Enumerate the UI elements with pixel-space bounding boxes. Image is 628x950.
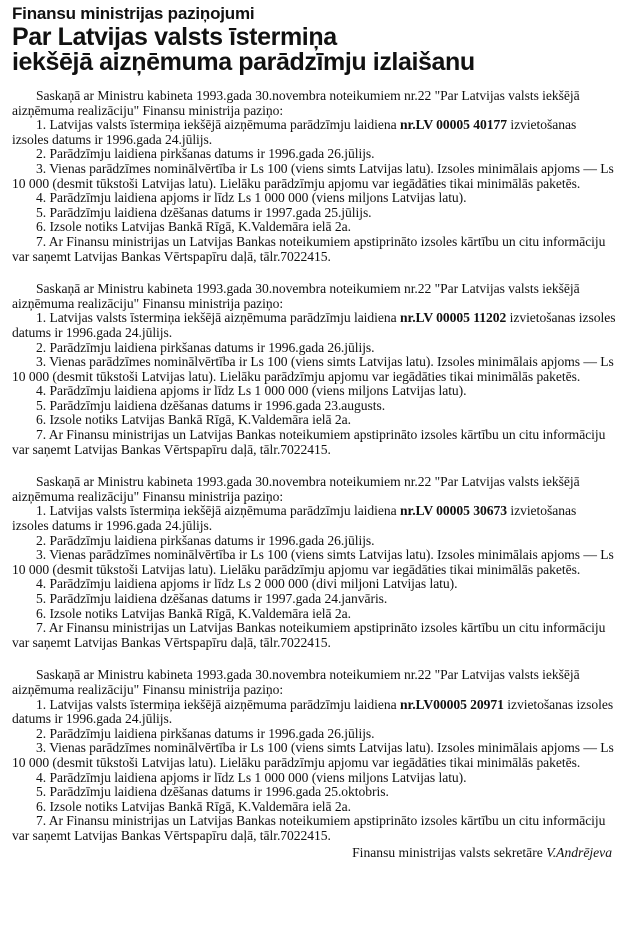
- issue-number: nr.LV 00005 30673: [399, 503, 508, 519]
- item-5: 5. Parādzīmju laidiena dzēšanas datums ir 1997.gada 24.janvāris.: [36, 591, 388, 606]
- item-5: 5. Parādzīmju laidiena dzēšanas datums ir 1997.gada 25.jūlijs.: [36, 204, 372, 220]
- headline-line-1: Par Latvijas valsts īstermiņa: [12, 23, 337, 51]
- item-7: 7. Ar Finansu ministrijas un Latvijas Bankas noteikumiem apstiprināto izsoles kārtību un citu informāciju var saņemt Latvijas Bankas Vērtspapīru daļā, tālr.7022415.: [12, 233, 606, 264]
- item-4: 4. Parādzīmju laidiena apjoms ir līdz Ls 2 000 000 (divi miljoni Latvijas latu).: [36, 576, 458, 592]
- issue-number: nr.LV 00005 11202: [399, 310, 507, 326]
- item-6: 6. Izsole notiks Latvijas Bankā Rīgā, K.Valdemāra ielā 2a.: [36, 605, 351, 621]
- item-1: [12, 118, 616, 147]
- item-2: 2. Parādzīmju laidiena pirkšanas datums ir 1996.gada 26.jūlijs.: [36, 339, 375, 355]
- item-7: 7. Ar Finansu ministrijas un Latvijas Bankas noteikumiem apstiprināto izsoles kārtību un citu informāciju var saņemt Latvijas Bankas Vērtspapīru daļā, tālr.7022415.: [12, 427, 606, 457]
- issue-number: nr.LV 00005 40177: [399, 117, 508, 133]
- item-3: [12, 162, 616, 191]
- item-3-denomination: 3. Vienas parādzīmes nominālvērtība ir Ls 100 (viens simts Latvijas latu).: [36, 740, 434, 756]
- item-4: 4. Parādzīmju laidiena apjoms ir līdz Ls 1 000 000 (viens miljons Latvijas latu).: [36, 383, 467, 399]
- item-1-prefix: 1. Latvijas valsts īstermiņa iekšējā aizņēmuma parādzīmju laidiena: [36, 310, 397, 326]
- item-3-lots: Lielāku parādzīmju apjomu var iegādāties tikai minimālās paketēs.: [219, 368, 581, 384]
- item-2: 2. Parādzīmju laidiena pirkšanas datums ir 1996.gada 26.jūlijs.: [36, 725, 375, 741]
- announcement-2: [12, 282, 616, 457]
- issue-number: nr.LV00005 20971: [399, 696, 504, 712]
- item-3-lots: Lielāku parādzīmju apjomu var iegādāties tikai minimālās paketēs.: [219, 175, 581, 191]
- announcement-intro: Saskaņā ar Ministru kabineta 1993.gada 30.novembra noteikumiem nr.22 "Par Latvijas valsts iekšējā aizņēmuma realizāciju" Finansu ministrija paziņo:: [12, 88, 580, 118]
- announcement-1: [12, 89, 616, 264]
- signature-title: Finansu ministrijas valsts sekretāre: [352, 844, 543, 860]
- item-1-prefix: 1. Latvijas valsts īstermiņa iekšējā aizņēmuma parādzīmju laidiena: [36, 503, 397, 519]
- item-6: 6. Izsole notiks Latvijas Bankā Rīgā, K.Valdemāra ielā 2a.: [36, 219, 351, 235]
- item-1-suffix: izvietošanas izsoles datums ir 1996.gada 24.jūlijs.: [12, 310, 616, 340]
- item-1-suffix: izvietošanas izsoles datums ir 1996.gada 24.jūlijs.: [12, 503, 577, 534]
- item-3-denomination: 3. Vienas parādzīmes nominālvērtība ir Ls 100 (viens simts Latvijas latu).: [36, 354, 434, 370]
- item-5: 5. Parādzīmju laidiena dzēšanas datums ir 1996.gada 23.augusts.: [36, 397, 386, 413]
- item-3: [12, 548, 616, 577]
- item-3-lots: Lielāku parādzīmju apjomu var iegādāties tikai minimālās paketēs.: [219, 561, 581, 577]
- item-3-denomination: 3. Vienas parādzīmes nominālvērtība ir Ls 100 (viens simts Latvijas latu).: [36, 160, 434, 176]
- announcement-intro: Saskaņā ar Ministru kabineta 1993.gada 30.novembra noteikumiem nr.22 "Par Latvijas valsts iekšējā aizņēmuma realizāciju" Finansu ministrija paziņo:: [12, 474, 580, 504]
- item-3-lots: Lielāku parādzīmju apjomu var iegādāties tikai minimālās paketēs.: [219, 754, 581, 770]
- section-kicker: Finansu ministrijas paziņojumi: [12, 4, 255, 23]
- item-1: [12, 504, 616, 533]
- item-3-minimum: Izsoles minimālais apjoms — Ls 10 000 (desmit tūkstoši Latvijas latu).: [12, 547, 614, 577]
- item-5: 5. Parādzīmju laidiena dzēšanas datums ir 1996.gada 25.oktobris.: [36, 784, 389, 800]
- announcement-intro: Saskaņā ar Ministru kabineta 1993.gada 30.novembra noteikumiem nr.22 "Par Latvijas valsts iekšējā aizņēmuma realizāciju" Finansu ministrija paziņo:: [12, 281, 580, 311]
- item-7: 7. Ar Finansu ministrijas un Latvijas Bankas noteikumiem apstiprināto izsoles kārtību un citu informāciju var saņemt Latvijas Bankas Vērtspapīru daļā, tālr.7022415.: [12, 620, 606, 650]
- item-2: 2. Parādzīmju laidiena pirkšanas datums ir 1996.gada 26.jūlijs.: [36, 146, 375, 162]
- newspaper-clipping: [12, 4, 616, 860]
- item-3: [12, 741, 616, 770]
- item-3-minimum: Izsoles minimālais apjoms — Ls 10 000 (desmit tūkstoši Latvijas latu).: [12, 354, 614, 384]
- announcement-intro: Saskaņā ar Ministru kabineta 1993.gada 30.novembra noteikumiem nr.22 "Par Latvijas valsts iekšējā aizņēmuma realizāciju" Finansu ministrija paziņo:: [12, 667, 580, 697]
- item-1-prefix: 1. Latvijas valsts īstermiņa iekšējā aizņēmuma parādzīmju laidiena: [36, 117, 397, 133]
- item-1: [12, 698, 616, 727]
- item-1-suffix: izvietošanas izsoles datums ir 1996.gada 24.jūlijs.: [12, 696, 614, 727]
- announcement-4: [12, 668, 616, 843]
- item-1-suffix: izvietošanas izsoles datums ir 1996.gada 24.jūlijs.: [12, 117, 577, 147]
- item-1-prefix: 1. Latvijas valsts īstermiņa iekšējā aizņēmuma parādzīmju laidiena: [36, 696, 397, 712]
- announcement-3: [12, 475, 616, 650]
- item-3-minimum: Izsoles minimālais apjoms — Ls 10 000 (desmit tūkstoši Latvijas latu).: [12, 160, 614, 191]
- item-2: 2. Parādzīmju laidiena pirkšanas datums ir 1996.gada 26.jūlijs.: [36, 532, 375, 548]
- item-3-denomination: 3. Vienas parādzīmes nominālvērtība ir Ls 100 (viens simts Latvijas latu).: [36, 547, 434, 563]
- item-1: [12, 311, 616, 340]
- item-4: 4. Parādzīmju laidiena apjoms ir līdz Ls 1 000 000 (viens miljons Latvijas latu).: [36, 769, 467, 785]
- item-3-minimum: Izsoles minimālais apjoms — Ls 10 000 (desmit tūkstoši Latvijas latu).: [12, 740, 614, 770]
- signature: [12, 845, 616, 860]
- headline-line-2: iekšējā aizņēmuma parādzīmju izlaišanu: [12, 48, 475, 76]
- item-6: 6. Izsole notiks Latvijas Bankā Rīgā, K.Valdemāra ielā 2a.: [36, 412, 351, 428]
- item-6: 6. Izsole notiks Latvijas Bankā Rīgā, K.Valdemāra ielā 2a.: [36, 798, 351, 814]
- signature-name: V.Andrējeva: [546, 844, 612, 860]
- item-3: [12, 355, 616, 384]
- item-4: 4. Parādzīmju laidiena apjoms ir līdz Ls 1 000 000 (viens miljons Latvijas latu).: [36, 190, 467, 206]
- item-7: 7. Ar Finansu ministrijas un Latvijas Bankas noteikumiem apstiprināto izsoles kārtību un citu informāciju var saņemt Latvijas Bankas Vērtspapīru daļā, tālr.7022415.: [12, 813, 606, 843]
